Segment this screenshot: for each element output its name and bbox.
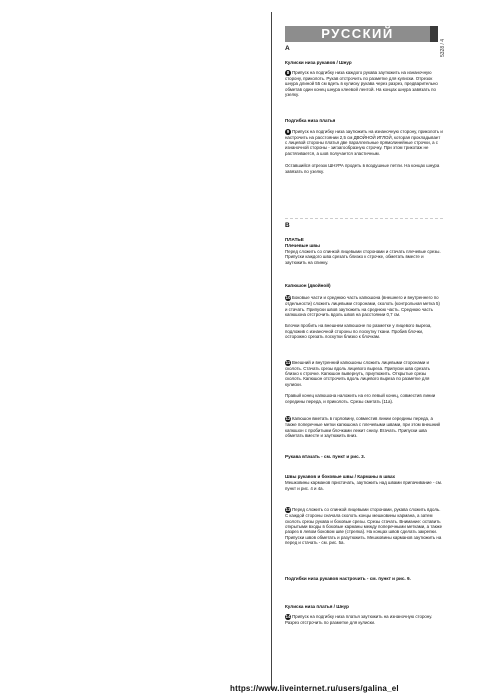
block-text: 9 Припуск на подгибку низа заутюжить на изнаночную сторону, приколоть и настрочить на расстоянии 2,5 см ДВОЙНОЙ ИГЛОЙ, которая прокладывает с лицевой стороны платья две параллельные прямолинейные строчки, а с изнаночной стороны - зигзагообразную строчку. При этом трикотаж не растягивается, а шов получается эластичным. [285, 128, 443, 156]
step-number: 13 [285, 507, 291, 513]
block-text: 13 Перед сложить со спинкой лицевыми сторонами, рукава сложить вдоль. С каждой стороны сначала сколоть концы мешковины кармана, а затем сколоть срезы рукава и боковые срезы. Срезы стачать. Внимание: оставить открытыми входы в боковые карманы между поперечными метками, а также разрез в левом боковом шве (стрелка). На концах швов сделать закрепки. Припуски швов обметать и разутюжить. Мешковины карманов заутюжить на перед и стачать - см. рис. 5а. [285, 507, 443, 546]
section-b [285, 222, 443, 625]
block-title: Рукава втачать - см. пункт и рис. 3. [285, 454, 366, 460]
block-title: Подгибка низа платья [285, 117, 336, 123]
step-number: 11 [285, 359, 291, 365]
section-divider [285, 218, 443, 219]
block-subtitle: Плечевые швы [285, 243, 320, 248]
block-text: Перед сложить со спинкой лицевыми сторонами и стачать плечевые срезы. Припуски каждого шва срезать близко к строчке, обметать вместе и заутюжить на спинку. [285, 249, 441, 265]
block-pre-text: Мешковины карманов пристачать, заутюжить над швами припачивание - см. пункт и рис. 4 и 4а. [285, 480, 443, 491]
block-title: Подгибки низа рукавов настрочить - см. пункт и рис. 9. [285, 575, 411, 581]
fold-line [271, 12, 272, 690]
step-number: 8 [286, 70, 290, 75]
step-number: 9 [286, 128, 290, 134]
block-text: 10 Боковые части и среднюю часть капюшона (внешнего и внутреннего по отдельности) сложить лицевыми сторонами, сколоть (контрольная метка 5) и стачать. Припуски швов заутюжить на среднюю часть. Среднюю часть капюшона отстрочить вдоль швов на расстоянии 0,7 см. [285, 295, 440, 318]
section-letter: B [285, 222, 290, 229]
block-text-extra: Правый конец капюшона наложить на его левый конец, совместив линии середины переда, и приколоть. Срезы сметать (11а). [285, 393, 436, 404]
step-number: 12 [285, 416, 291, 422]
section-a [285, 45, 443, 174]
block-text: 8 Припуск на подгибку низа каждого рукава заутюжить на изнаночную сторону, приколоть. Рукав отстрочить по разметке для кулиски. Отрезок шнура длиной 55 см вдеть в кулиску рукава через разрез, предварительно обметав один конец шнура клеевой лентой. На концах шнура завязать по узелку. [285, 70, 438, 98]
step-number: 10 [285, 295, 291, 301]
block-title: Кулиска низа платья / Шнур [285, 603, 349, 609]
block-text: 11 Внешний и внутренний капюшоны сложить лицевыми сторонами и сколоть. Стачать срезы вдоль лицевого выреза. Припуски шва срезать близко к строчке. Капюшон вывернуть, приутюжить. Открытые срезы сколоть. Капюшон отстрочить вдоль лицевого выреза по разметке для кулиски. [285, 359, 430, 387]
page-code: 5328 / 4 [440, 38, 446, 57]
step-number: 14 [285, 613, 291, 619]
section-letter: A [285, 45, 290, 52]
block-title: ПЛАТЬЕ [285, 237, 304, 242]
watermark-link[interactable]: https://www.liveinternet.ru/users/galina_el [230, 684, 399, 693]
block-text: 12 Капюшон вметать в горловину, совместив линии середины переда, а также поперечные метки капюшона с плечевыми швами, при этом внешний капюшон с пробитыми блочками лежит снизу. Втачать. Припуски шва обметать вместе и заутюжить вниз. [285, 416, 440, 438]
block-text: 14 Припуск на подгибку низа платья заутюжить на изнаночную сторону. Разрез отстрочить по разметке для кулиски. [285, 613, 433, 625]
block-text-extra: Оставшийся отрезок ШНУРА продеть в воздушные петли. На концах шнура завязать по узелку. [285, 163, 440, 174]
header-strip [430, 26, 438, 42]
block-title: Капюшон (двойной) [285, 283, 331, 289]
block-title: Кулиски низа рукавов / Шнур [285, 60, 352, 65]
block-title: Швы рукавов и боковые швы / Карманы в швах [285, 474, 396, 480]
block-text-extra: Блочки пробить на внешнем капюшоне по разметке у лицевого выреза, подложив с изнаночной стороны по лоскутку ткани. Пробив блочки, осторожно срезать лоскутки близко к блочкам. [285, 323, 432, 340]
language-header: РУССКИЙ [285, 26, 430, 42]
